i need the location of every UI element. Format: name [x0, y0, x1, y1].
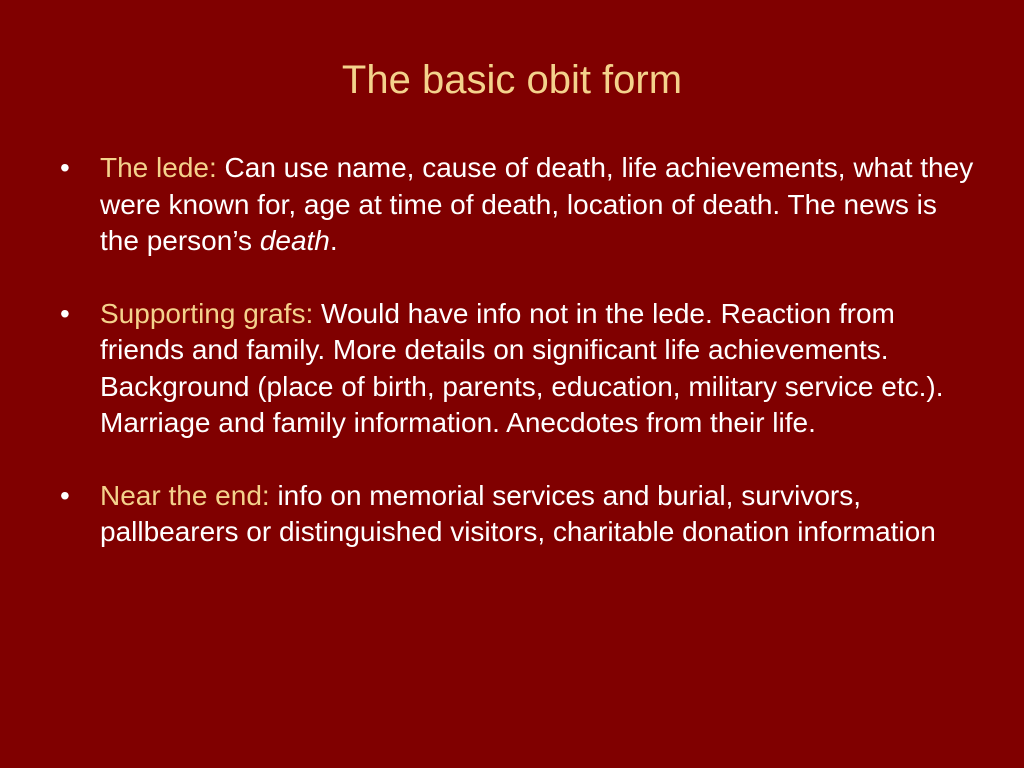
bullet-text: Can use name, cause of death, life achievements, what they were known for, age at time of death, location of death. The news is the person’s	[100, 152, 974, 256]
bullet-text: info on memorial services and burial, survivors, pallbearers or distinguished visitors, charitable donation information	[100, 479, 936, 547]
bullet-emphasis: death	[259, 225, 330, 256]
bullet-dot-icon: •	[60, 297, 70, 329]
bullet-item-near-the-end	[60, 478, 980, 551]
bullet-item-supporting-grafs	[60, 296, 980, 442]
bullet-dot-icon: •	[60, 479, 70, 511]
bullet-heading: Supporting grafs:	[100, 297, 314, 329]
bullet-dot-icon: •	[60, 152, 70, 183]
bullet-text: Would have info not in the lede. Reaction from friends and family. More details on significant life achievements. Background (place of birth, parents, education, military service etc.). Marriage and family information. Anecdotes from their life.	[100, 297, 944, 438]
bullet-tail: .	[329, 225, 338, 256]
bullet-heading: Near the end:	[100, 479, 270, 511]
bullet-heading: The lede:	[100, 152, 217, 183]
slide-title: The basic obit form	[341, 58, 683, 102]
bullet-item-lede	[60, 150, 980, 260]
bullet-list	[60, 150, 980, 587]
